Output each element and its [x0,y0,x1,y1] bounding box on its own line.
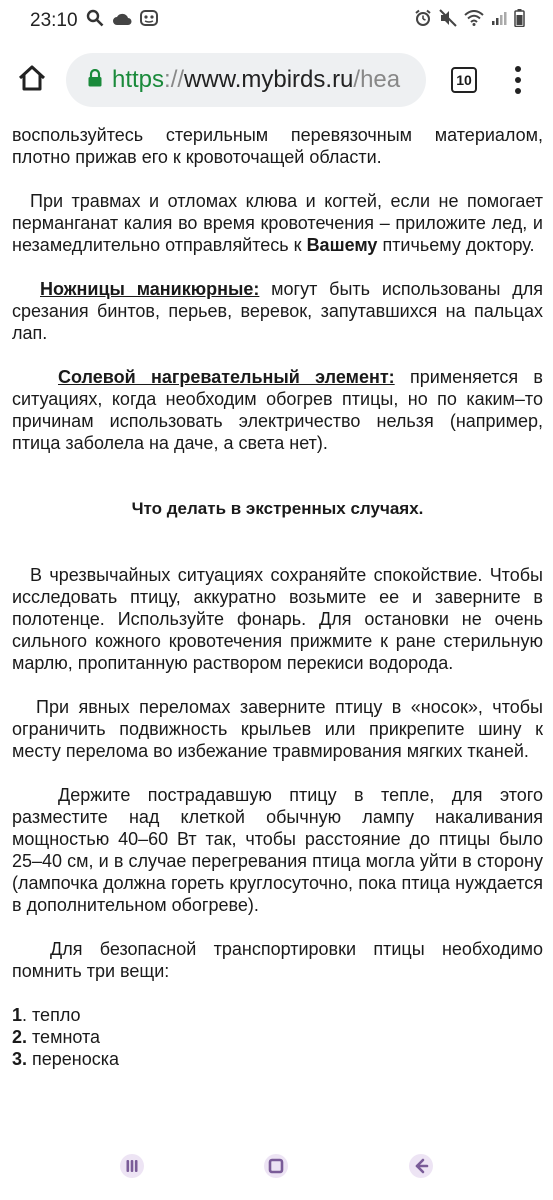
home-icon [263,1153,289,1184]
list-text: переноска [27,1049,120,1069]
url-host: www.mybirds.ru [184,66,354,93]
status-right [414,9,525,33]
paragraph-text: При травмах и отломах клюва и когтей, если не помогает перманганат калия во время кровотечения – приложите лед, и незамедлительно отправляйтесь к [12,191,543,255]
navigation-bar [0,1136,553,1200]
back-button[interactable] [391,1140,451,1196]
paragraph-warmth: Держите пострадавшую птицу в тепле, для этого разместите над клеткой обычную лампу накаливания мощностью 40–60 Вт так, чтобы расстояние до птицы было 25–40 см, и в случае перегревания птица могла уйти в сторону (лампочка должна гореть круглосуточно, пока птица нуждается в дополнительном обогреве). [12,785,543,915]
list-number: 2. [12,1027,28,1047]
menu-dot-icon [515,77,521,83]
home-button[interactable] [0,48,64,112]
tab-switcher-button[interactable] [434,50,494,110]
url-scheme: https [112,66,165,93]
battery-icon [514,9,525,33]
paragraph-text: могут быть использованы для срезания бинтов, перьев, веревок, запутавшихся на пальцах лап. [12,279,543,343]
url-bar[interactable] [66,53,426,107]
paragraph-scissors [12,278,543,344]
list-item [12,1026,543,1048]
signal-icon [491,10,507,32]
url-path: /hea [353,66,401,93]
search-icon [86,9,104,33]
list-item [12,1048,543,1070]
browser-toolbar [0,42,553,118]
lock-icon [88,66,102,94]
term-heating-element: Солевой нагревательный элемент: [58,367,395,387]
paragraph-transport: Для безопасной транспортировки птицы необходимо помнить три вещи: [12,939,543,981]
section-heading: Что делать в экстренных случаях. [131,499,424,518]
list-item [12,1004,543,1026]
status-left [30,9,158,33]
article-content [12,118,543,1136]
paragraph-beak-injury [12,190,543,256]
tab-count: 10 [451,67,477,93]
mute-icon [439,9,457,33]
overflow-menu-button[interactable] [498,50,538,110]
menu-dot-icon [515,66,521,72]
url-separator: :// [164,66,185,93]
wifi-icon [464,10,484,32]
list-text: темнота [27,1027,101,1047]
emphasis-text: Вашему [306,235,378,255]
paragraph-emergency: В чрезвычайных ситуациях сохраняйте спокойствие. Чтобы исследовать птицу, аккуратно возьмите ее и заверните в полотенце. Используйте фонарь. Для остановки не очень сильного кожного кровотечения прижмите к ране стерильную марлю, пропитанную раствором перекиси водорода. [12,565,543,673]
status-bar [0,0,553,42]
paragraph-fractures: При явных переломах заверните птицу в «носок», чтобы ограничить подвижность крыльев или прикрепите шину к месту перелома во избежание травмирования мягких тканей. [12,697,543,761]
recents-icon [119,1153,145,1184]
recents-button[interactable] [102,1140,162,1196]
paragraph-bandage: воспользуйтесь стерильным перевязочным материалом, плотно прижав его к кровоточащей области. [12,125,543,167]
list-text: . тепло [22,1005,81,1025]
alarm-icon [414,9,432,33]
app-icon [140,9,158,33]
menu-dot-icon [515,88,521,94]
back-icon [408,1153,434,1184]
home-nav-button[interactable] [246,1140,306,1196]
status-time: 23:10 [30,10,78,31]
term-scissors: Ножницы маникюрные: [40,279,260,299]
list-number: 3. [12,1049,28,1069]
paragraph-text: применяется в ситуациях, когда необходим обогрев птицы, но по каким–то причинам использовать электричество нельзя (например, птица заболела на даче, а света нет). [12,367,543,453]
home-icon [17,64,47,97]
paragraph-heating-element [12,366,543,454]
cloud-icon [112,10,132,32]
list-number: 1 [12,1005,23,1025]
paragraph-text: птичьему доктору. [377,235,535,255]
